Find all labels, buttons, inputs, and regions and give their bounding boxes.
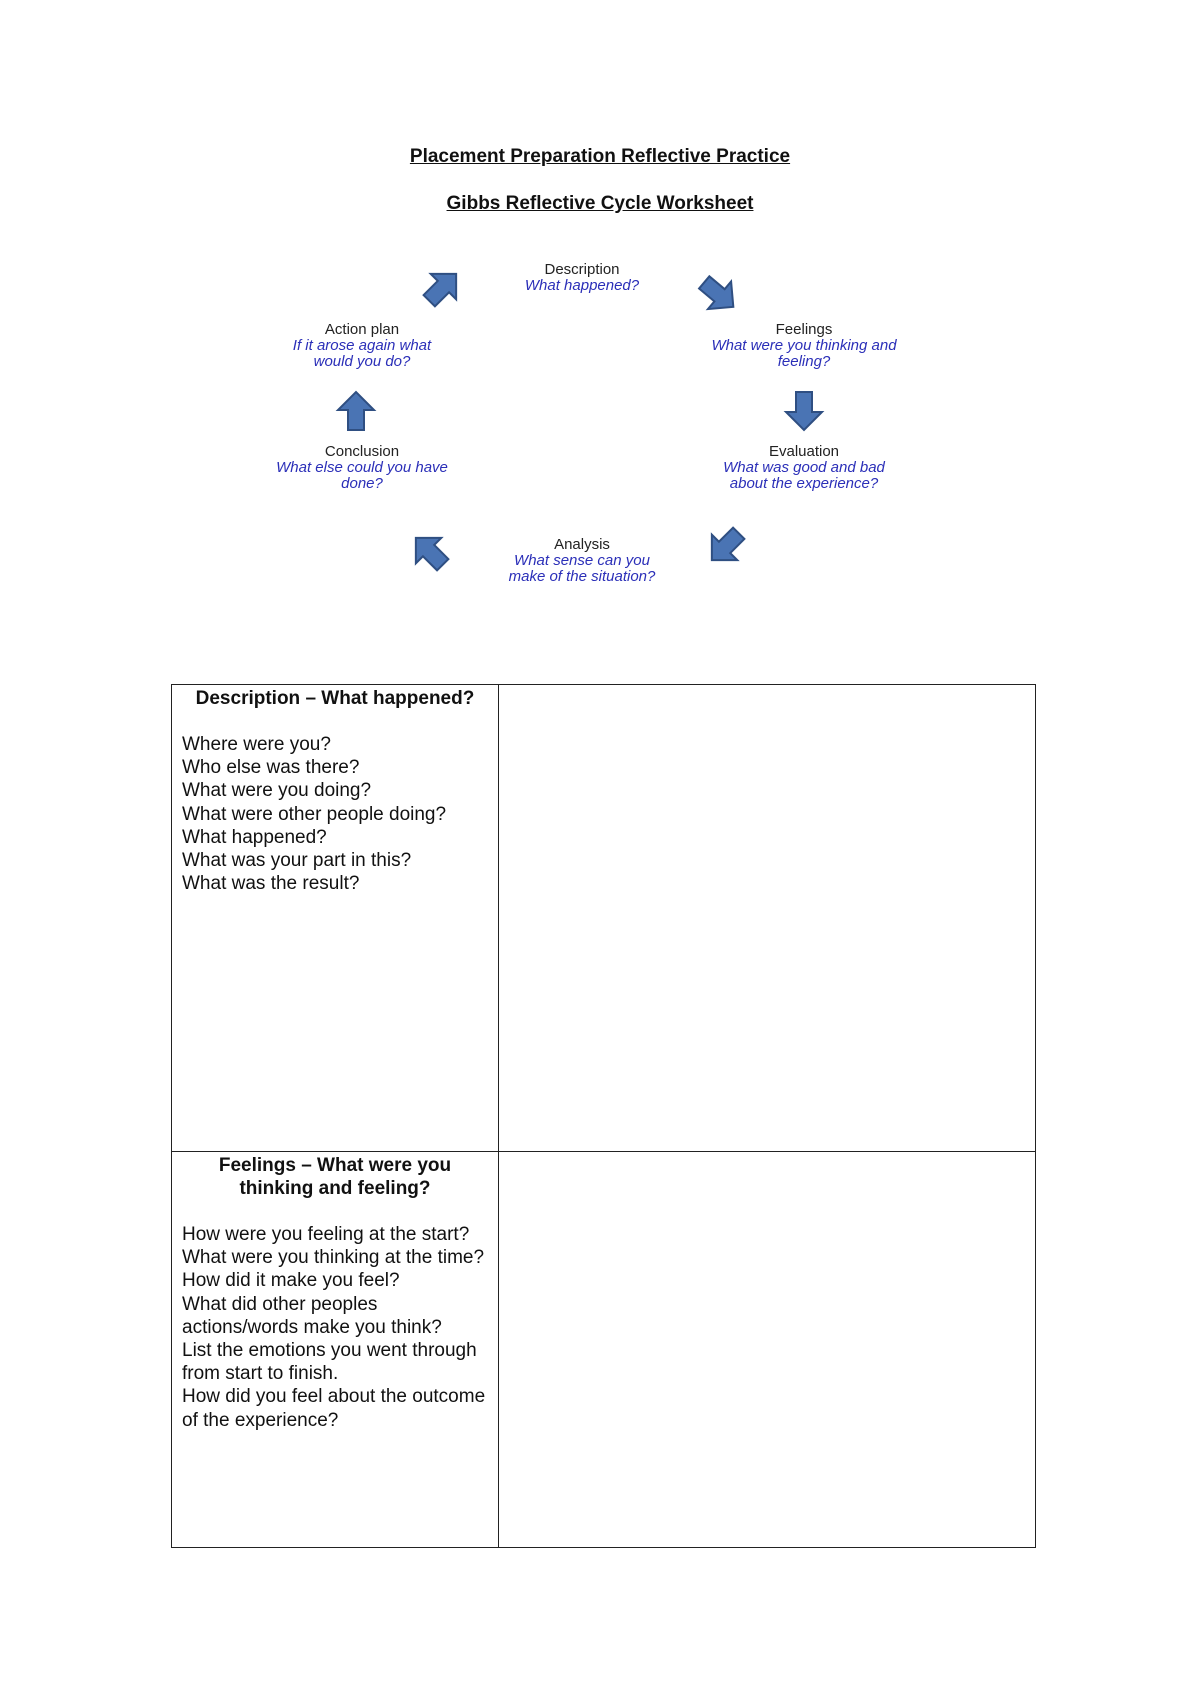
reflection-table (171, 684, 1036, 1548)
list-item: What were you doing? (182, 780, 372, 802)
response-cell[interactable] (499, 1152, 1036, 1548)
stage-label: Feelings (775, 321, 833, 338)
arrow-icon (695, 515, 757, 577)
stage-question: What happened? (524, 277, 640, 294)
arrow-icon (782, 388, 826, 432)
list-item: What did other peoples actions/words make you think? (182, 1293, 442, 1338)
response-cell[interactable] (499, 685, 1036, 1152)
list-item: What happened? (182, 826, 327, 848)
stage-label: Analysis (554, 536, 610, 553)
question-list (172, 733, 498, 895)
stage-question: What were you thinking and feeling? (711, 337, 897, 370)
stage-label: Action plan (324, 321, 400, 338)
stage-question: What sense can you make of the situation? (508, 552, 656, 585)
arrow-icon (334, 390, 378, 434)
stage-question: If it arose again what would you do? (292, 337, 432, 370)
question-list (172, 1223, 498, 1432)
list-item: What were you thinking at the time? (182, 1247, 485, 1269)
list-item: How did it make you feel? (182, 1270, 400, 1292)
list-item: How did you feel about the outcome of the experience? (182, 1386, 486, 1431)
document-title: Placement Preparation Reflective Practice (409, 146, 791, 167)
prompt-cell (172, 685, 499, 1152)
list-item: What was the result? (182, 873, 360, 895)
list-item: List the emotions you went through from start to finish. (182, 1340, 477, 1385)
list-item: What was your part in this? (182, 850, 412, 872)
table-row (172, 685, 1036, 1152)
arrow-icon (687, 263, 749, 325)
stage-label: Evaluation (768, 443, 840, 460)
prompt-cell (172, 1152, 499, 1548)
arrow-icon (399, 521, 461, 583)
row-heading: Feelings – What were you thinking and feeling? (218, 1155, 452, 1199)
stage-question: What else could you have done? (276, 459, 448, 492)
cycle-stage-conclusion (272, 444, 452, 492)
stage-label: Description (544, 261, 620, 278)
list-item: What were other people doing? (182, 803, 447, 825)
cycle-stage-evaluation (708, 444, 900, 492)
list-item: Who else was there? (182, 757, 360, 779)
cycle-stage-description (482, 262, 682, 294)
cycle-stage-analysis (502, 537, 662, 585)
table-row (172, 1152, 1036, 1548)
cycle-stage-action-plan (272, 322, 452, 370)
arrow-icon (411, 257, 473, 319)
row-heading: Description – What happened? (195, 688, 475, 709)
list-item: How were you feeling at the start? (182, 1224, 470, 1245)
stage-question: What was good and bad about the experience? (723, 459, 885, 492)
stage-label: Conclusion (324, 443, 400, 460)
cycle-stage-feelings (704, 322, 904, 370)
document-subtitle: Gibbs Reflective Cycle Worksheet (446, 193, 754, 214)
list-item: Where were you? (182, 734, 331, 755)
